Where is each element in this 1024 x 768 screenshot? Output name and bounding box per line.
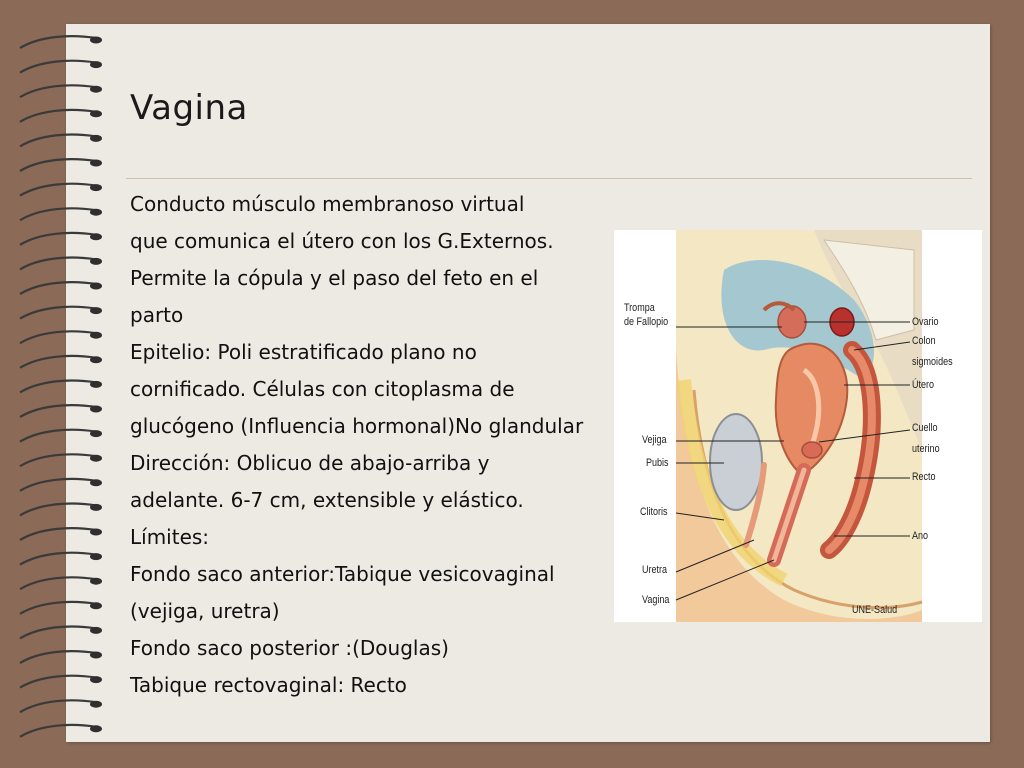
label-ovario: Ovario (912, 316, 939, 328)
binding-ring (20, 405, 96, 417)
label-colon-line2: sigmoides (912, 356, 953, 368)
binding-hole (90, 455, 102, 462)
binding-hole (90, 504, 102, 511)
body-line: (vejiga, uretra) (130, 599, 280, 623)
label-colon-line1: Colon (912, 335, 936, 347)
label-pubis: Pubis (646, 457, 669, 469)
label-vejiga: Vejiga (642, 434, 667, 446)
binding-ring (20, 479, 96, 491)
binding-ring (20, 233, 96, 245)
binding-ring (20, 208, 96, 220)
binding-hole (90, 86, 102, 93)
binding-ring (20, 135, 96, 147)
body-line: Epitelio: Poli estratificado plano no (130, 340, 477, 364)
label-trompa-line2: de Fallopio (624, 316, 669, 328)
binding-hole (90, 529, 102, 536)
binding-hole (90, 430, 102, 437)
binding-ring (20, 282, 96, 294)
binding-ring (20, 159, 96, 171)
binding-ring (20, 454, 96, 466)
binding-ring (20, 307, 96, 319)
body-line: Tabique rectovaginal: Recto (130, 673, 407, 697)
body-line: glucógeno (Influencia hormonal)No glandular (130, 414, 584, 438)
body-line: Conducto músculo membranoso virtual (130, 192, 525, 216)
binding-ring (20, 36, 96, 48)
binding-hole (90, 160, 102, 167)
binding-hole (90, 627, 102, 634)
slide-title: Vagina (130, 88, 248, 128)
binding-ring (20, 602, 96, 614)
binding-hole (90, 381, 102, 388)
binding-hole (90, 602, 102, 609)
binding-hole (90, 37, 102, 44)
label-utero: Útero (912, 379, 935, 391)
binding-ring (20, 110, 96, 122)
binding-hole (90, 110, 102, 117)
binding-hole (90, 676, 102, 683)
binding-ring (20, 577, 96, 589)
binding-hole (90, 479, 102, 486)
binding-hole (90, 233, 102, 240)
binding-ring (20, 381, 96, 393)
body-line: adelante. 6-7 cm, extensible y elástico. (130, 488, 524, 512)
binding-hole (90, 307, 102, 314)
binding-ring (20, 61, 96, 73)
binding-ring (20, 651, 96, 663)
label-trompa-line1: Trompa (624, 302, 655, 314)
body-line: parto (130, 303, 184, 327)
binding-ring (20, 430, 96, 442)
label-cuello-line1: Cuello (912, 422, 938, 434)
binding-hole (90, 135, 102, 142)
binding-ring (20, 553, 96, 565)
body-line: Límites: (130, 525, 210, 549)
binding-hole (90, 652, 102, 659)
binding-ring (20, 331, 96, 343)
binding-ring (20, 85, 96, 97)
binding-ring (20, 725, 96, 737)
body-line: Fondo saco posterior :(Douglas) (130, 636, 449, 660)
binding-hole (90, 701, 102, 708)
binding-hole (90, 209, 102, 216)
slide-body (130, 186, 630, 704)
label-vagina: Vagina (642, 594, 670, 606)
binding-ring (20, 627, 96, 639)
binding-hole (90, 725, 102, 732)
label-clitoris: Clitoris (640, 506, 668, 518)
body-line: Permite la cópula y el paso del feto en el (130, 266, 539, 290)
binding-ring (20, 700, 96, 712)
binding-hole (90, 553, 102, 560)
binding-hole (90, 406, 102, 413)
spiral-binding (0, 0, 120, 768)
binding-hole (90, 283, 102, 290)
binding-hole (90, 61, 102, 68)
binding-ring (20, 528, 96, 540)
label-ano: Ano (912, 530, 929, 542)
body-line: Dirección: Oblicuo de abajo-arriba y (130, 451, 490, 475)
body-line: Fondo saco anterior:Tabique vesicovaginal (130, 562, 555, 586)
binding-hole (90, 258, 102, 265)
anatomy-figure (614, 230, 982, 622)
binding-ring (20, 504, 96, 516)
title-divider (126, 178, 972, 179)
binding-hole (90, 184, 102, 191)
label-recto: Recto (912, 471, 936, 483)
body-line: que comunica el útero con los G.Externos. (130, 229, 554, 253)
label-uretra: Uretra (642, 564, 668, 576)
body-line: cornificado. Células con citoplasma de (130, 377, 515, 401)
label-cuello-line2: uterino (912, 443, 940, 455)
binding-ring (20, 184, 96, 196)
binding-ring (20, 676, 96, 688)
binding-hole (90, 578, 102, 585)
binding-hole (90, 332, 102, 339)
binding-ring (20, 356, 96, 368)
figure-credit: UNE-Salud (852, 604, 898, 616)
binding-ring (20, 258, 96, 270)
binding-hole (90, 356, 102, 363)
